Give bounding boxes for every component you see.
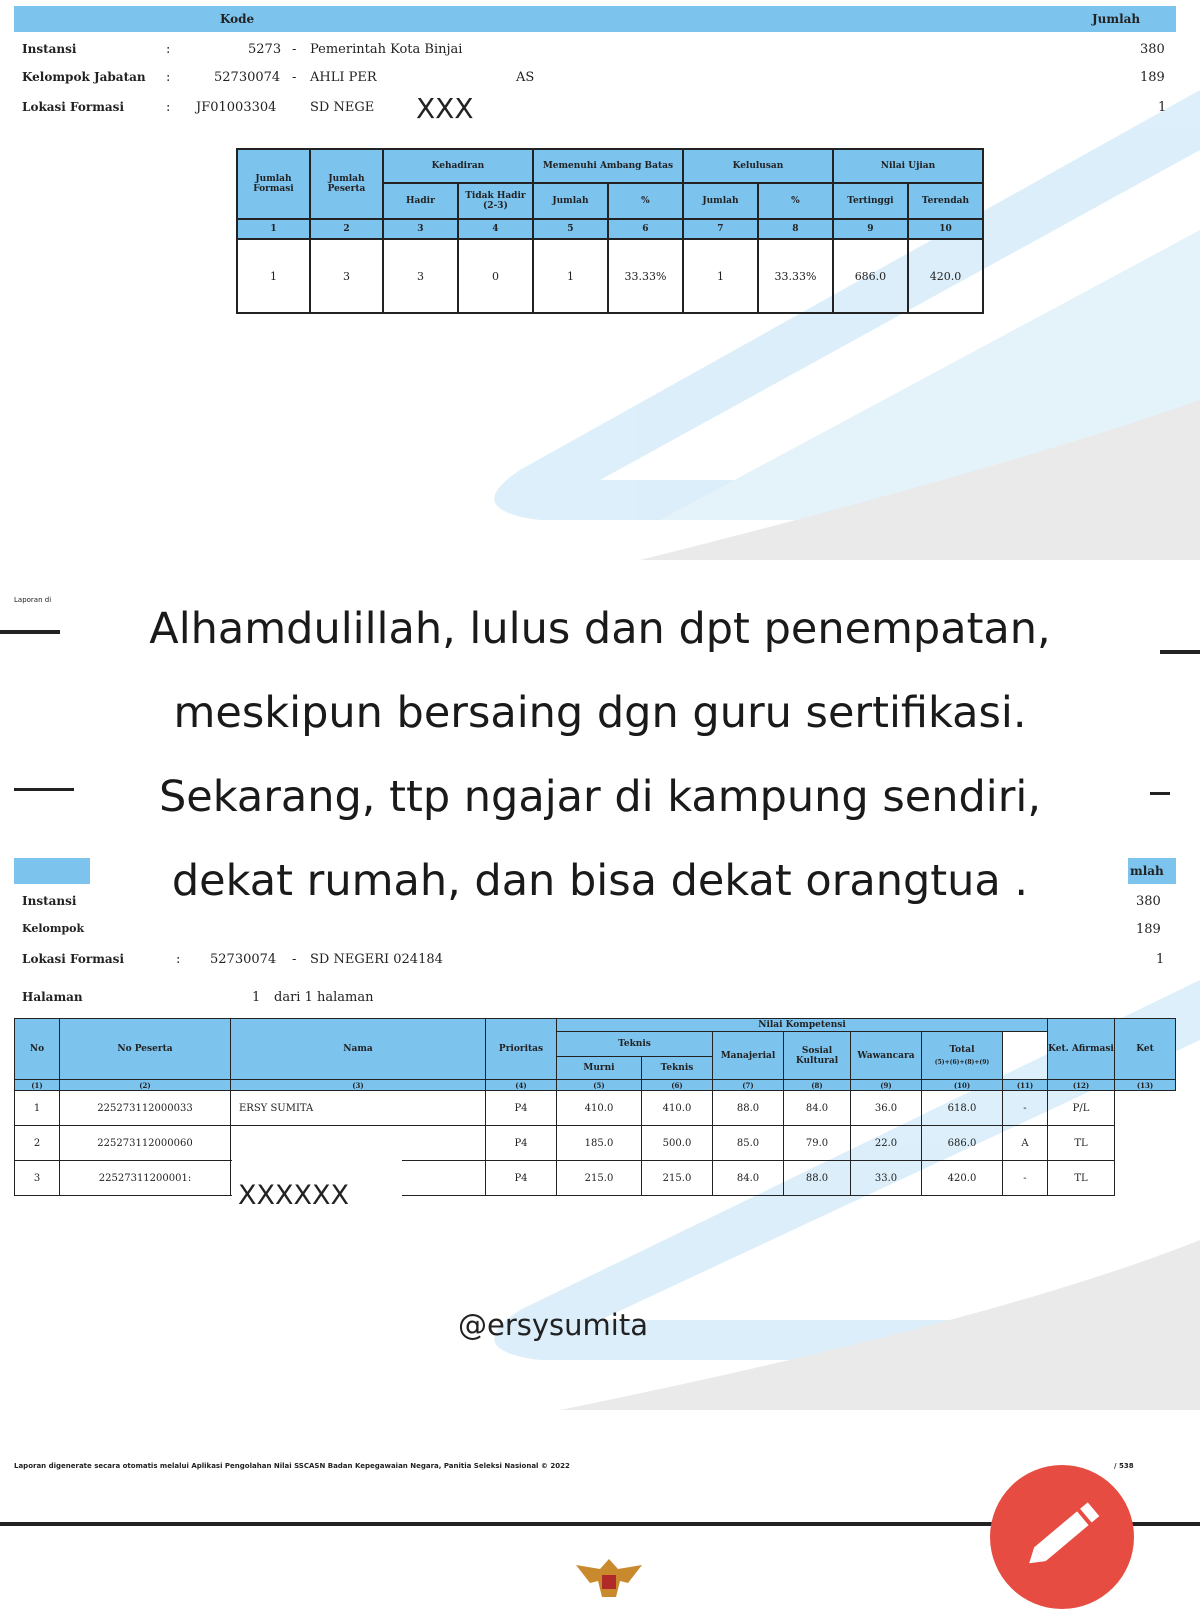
bottom-label-lokasi: Lokasi Formasi	[22, 952, 124, 966]
th-total-label: Total	[949, 1045, 975, 1055]
cell-nama	[231, 1126, 486, 1161]
cell-ket: TL	[1048, 1161, 1115, 1196]
th-jumlah-2: Jumlah	[683, 183, 758, 219]
cell-kelulusan-jumlah: 1	[683, 239, 758, 313]
cell-sosial: 79.0	[784, 1126, 851, 1161]
cell-no-peserta: 22527311200001:	[60, 1161, 231, 1196]
bottom-name-lokasi: SD NEGERI 024184	[310, 952, 443, 967]
cell-terendah: 420.0	[908, 239, 983, 313]
cell-total: 686.0	[922, 1126, 1003, 1161]
dash: -	[292, 952, 297, 967]
cell-jumlah-formasi: 1	[237, 239, 310, 313]
cell-memenuhi-pct: 33.33%	[608, 239, 683, 313]
th-nilai-ujian: Nilai Ujian	[833, 149, 983, 183]
bottom-count-instansi: 380	[1136, 894, 1161, 909]
summary-table	[236, 148, 984, 314]
dash: -	[292, 70, 297, 85]
caption-line-4: dekat rumah, dan bisa dekat orangtua .	[171, 856, 1029, 906]
redaction-label-bottom: XXXXXX	[238, 1180, 349, 1211]
cell-sosial: 88.0	[784, 1161, 851, 1196]
col-num: (9)	[851, 1080, 922, 1091]
bottom-label-kelompok: Kelompok	[22, 922, 85, 935]
cell-murni: 410.0	[557, 1091, 642, 1126]
cell-no-peserta: 225273112000033	[60, 1091, 231, 1126]
name-kelompok-tail: AS	[516, 70, 535, 85]
col-num: 6	[608, 219, 683, 239]
table-row	[15, 1161, 1176, 1196]
cell-kelulusan-pct: 33.33%	[758, 239, 833, 313]
cell-no: 2	[15, 1126, 60, 1161]
cell-wawancara: 36.0	[851, 1091, 922, 1126]
table-row	[15, 1091, 1176, 1126]
cell-wawancara: 33.0	[851, 1161, 922, 1196]
col-num: (12)	[1048, 1080, 1115, 1091]
caption-line-2: meskipun bersaing dgn guru sertifikasi.	[173, 688, 1027, 738]
col-num: (4)	[486, 1080, 557, 1091]
bottom-count-kelompok: 189	[1136, 922, 1161, 937]
author-handle: @ersysumita	[458, 1308, 648, 1342]
left-note: Laporan di	[14, 596, 52, 604]
top-header-kode: Kode	[220, 12, 255, 26]
label-kelompok: Kelompok Jabatan	[22, 70, 146, 84]
cell-jumlah-peserta: 3	[310, 239, 383, 313]
page-info: / 538	[1114, 1462, 1134, 1470]
th-manajerial: Manajerial	[713, 1032, 784, 1080]
th-pct-2: %	[758, 183, 833, 219]
th-kelulusan: Kelulusan	[683, 149, 833, 183]
cell-total: 420.0	[922, 1161, 1003, 1196]
th-total-sub: (5)+(6)+(8)+(9)	[934, 1059, 990, 1066]
garuda-emblem-icon	[572, 1555, 646, 1600]
halaman-label: Halaman	[22, 990, 83, 1004]
th-no-peserta: No Peserta	[60, 1019, 231, 1080]
th-murni: Murni	[557, 1057, 642, 1080]
cell-no-peserta: 225273112000060	[60, 1126, 231, 1161]
cell-teknis: 500.0	[642, 1126, 713, 1161]
cell-memenuhi-jumlah: 1	[533, 239, 608, 313]
cell-no: 3	[15, 1161, 60, 1196]
colon: :	[176, 952, 181, 967]
edit-fab-button[interactable]	[990, 1465, 1134, 1609]
label-lokasi: Lokasi Formasi	[22, 100, 124, 114]
col-num: 9	[833, 219, 908, 239]
th-pct-1: %	[608, 183, 683, 219]
th-tertinggi: Tertinggi	[833, 183, 908, 219]
cell-no: 1	[15, 1091, 60, 1126]
cell-hadir: 3	[383, 239, 458, 313]
col-num: (6)	[642, 1080, 713, 1091]
th-ket-afirmasi: Ket. Afirmasi	[1048, 1019, 1115, 1080]
cell-manajerial: 88.0	[713, 1091, 784, 1126]
label-instansi: Instansi	[22, 42, 77, 56]
th-wawancara: Wawancara	[851, 1032, 922, 1080]
cell-sosial: 84.0	[784, 1091, 851, 1126]
pencil-icon	[990, 1465, 1134, 1609]
count-instansi: 380	[1140, 42, 1165, 57]
cell-ket-afirmasi: -	[1003, 1091, 1048, 1126]
cell-tidak-hadir: 0	[458, 239, 533, 313]
col-num: 5	[533, 219, 608, 239]
name-kelompok: AHLI PER	[310, 70, 377, 85]
cell-manajerial: 84.0	[713, 1161, 784, 1196]
cell-ket: TL	[1048, 1126, 1115, 1161]
col-num: 3	[383, 219, 458, 239]
footer-note: Laporan digenerate secara otomatis melalui Aplikasi Pengolahan Nilai SSCASN Badan Kepegawaian Negara, Panitia Seleksi Nasional © 2022	[14, 1462, 570, 1470]
col-num: 10	[908, 219, 983, 239]
code-instansi: 5273	[248, 42, 282, 57]
colon: :	[166, 100, 171, 115]
cell-manajerial: 85.0	[713, 1126, 784, 1161]
dash: -	[292, 42, 297, 57]
redaction-label-top: XXX	[416, 92, 474, 125]
colon: :	[166, 42, 171, 57]
th-prioritas: Prioritas	[486, 1019, 557, 1080]
cell-tertinggi: 686.0	[833, 239, 908, 313]
col-num: 2	[310, 219, 383, 239]
col-num: 1	[237, 219, 310, 239]
col-num: (3)	[231, 1080, 486, 1091]
cell-teknis: 410.0	[642, 1091, 713, 1126]
cell-ket: P/L	[1048, 1091, 1115, 1126]
table-row	[15, 1126, 1176, 1161]
col-num: 4	[458, 219, 533, 239]
th-terendah: Terendah	[908, 183, 983, 219]
bottom-code-lokasi: 52730074	[210, 952, 277, 967]
th-tidak-hadir: Tidak Hadir (2-3)	[458, 183, 533, 219]
name-instansi: Pemerintah Kota Binjai	[310, 42, 463, 57]
col-num: (7)	[713, 1080, 784, 1091]
th-sosial-kultural: Sosial Kultural	[784, 1032, 851, 1080]
col-num: (8)	[784, 1080, 851, 1091]
th-teknis: Teknis	[557, 1032, 713, 1057]
th-no: No	[15, 1019, 60, 1080]
top-header-bar	[14, 6, 1176, 32]
cell-nama: ERSY SUMITA	[231, 1091, 486, 1126]
th-hadir: Hadir	[383, 183, 458, 219]
bottom-count-lokasi: 1	[1156, 952, 1165, 967]
colon: :	[166, 70, 171, 85]
col-num: 8	[758, 219, 833, 239]
cell-prioritas: P4	[486, 1161, 557, 1196]
col-num: (1)	[15, 1080, 60, 1091]
cell-teknis: 215.0	[642, 1161, 713, 1196]
th-nama: Nama	[231, 1019, 486, 1080]
col-num: (10)	[922, 1080, 1003, 1091]
bottom-label-instansi: Instansi	[22, 894, 77, 908]
count-kelompok: 189	[1140, 70, 1165, 85]
cell-wawancara: 22.0	[851, 1126, 922, 1161]
participants-table	[14, 1018, 1176, 1196]
bottom-header-jumlah: mlah	[1130, 864, 1164, 878]
cell-murni: 185.0	[557, 1126, 642, 1161]
cell-prioritas: P4	[486, 1126, 557, 1161]
cell-prioritas: P4	[486, 1091, 557, 1126]
name-lokasi: SD NEGE	[310, 100, 375, 115]
code-lokasi: JF01003304	[196, 100, 277, 115]
th-teknis-2: Teknis	[642, 1057, 713, 1080]
col-num: 7	[683, 219, 758, 239]
halaman-of: dari 1 halaman	[274, 990, 374, 1005]
cell-ket-afirmasi: A	[1003, 1126, 1048, 1161]
th-kehadiran: Kehadiran	[383, 149, 533, 183]
top-header-jumlah: Jumlah	[1092, 12, 1141, 26]
th-ket: Ket	[1115, 1019, 1176, 1080]
cell-total: 618.0	[922, 1091, 1003, 1126]
col-num: (2)	[60, 1080, 231, 1091]
th-jumlah-formasi: Jumlah Formasi	[237, 149, 310, 219]
cell-murni: 215.0	[557, 1161, 642, 1196]
count-lokasi: 1	[1158, 100, 1167, 115]
th-memenuhi: Memenuhi Ambang Batas	[533, 149, 683, 183]
col-num: (11)	[1003, 1080, 1048, 1091]
code-kelompok: 52730074	[214, 70, 281, 85]
caption-line-3: Sekarang, ttp ngajar di kampung sendiri,	[158, 772, 1042, 822]
cell-ket-afirmasi: -	[1003, 1161, 1048, 1196]
col-num: (13)	[1115, 1080, 1176, 1091]
th-jumlah-1: Jumlah	[533, 183, 608, 219]
th-jumlah-peserta: Jumlah Peserta	[310, 149, 383, 219]
halaman-value: 1	[252, 990, 261, 1005]
col-num: (5)	[557, 1080, 642, 1091]
th-nilai-kompetensi: Nilai Kompetensi	[557, 1019, 1048, 1032]
th-total	[922, 1032, 1003, 1080]
caption-line-1: Alhamdulillah, lulus dan dpt penempatan,	[149, 604, 1051, 654]
